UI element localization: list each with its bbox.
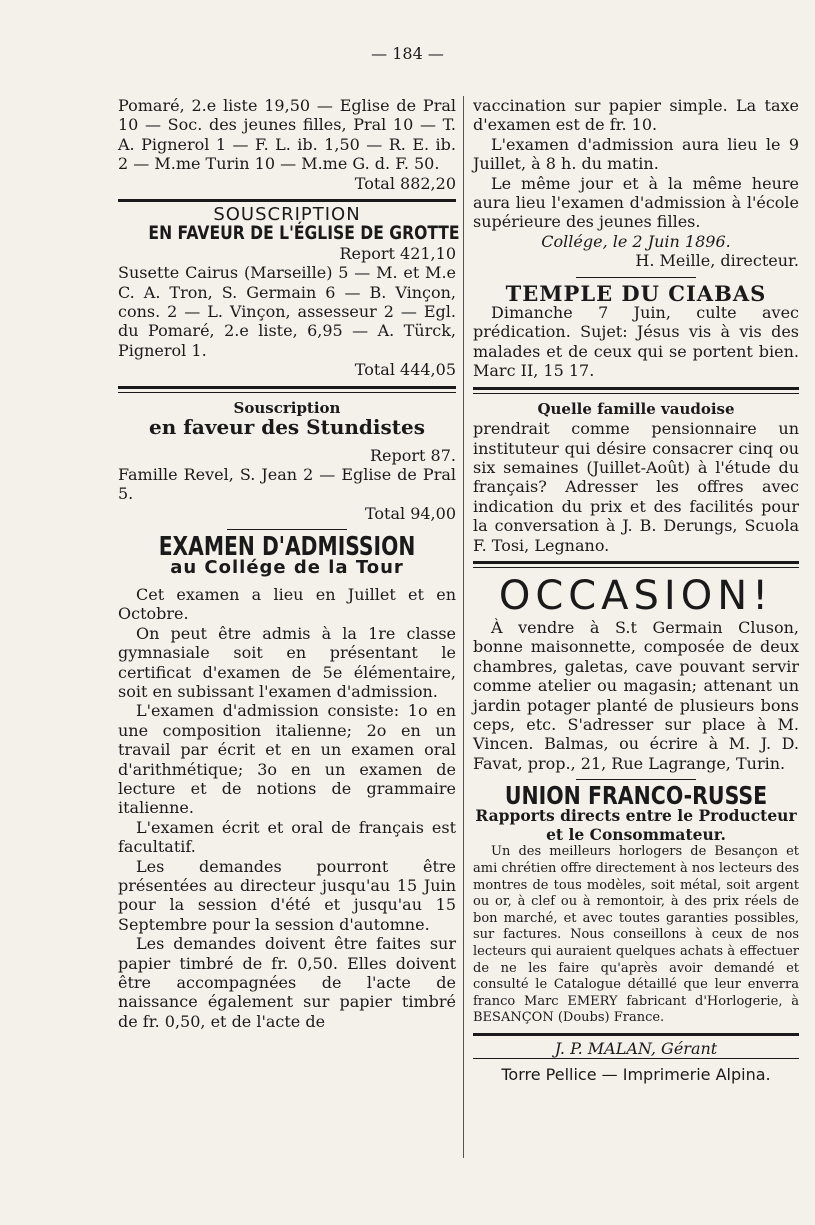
temple-title: TEMPLE DU CIABAS [505, 280, 767, 306]
left-column [118, 96, 460, 1031]
occasion-body: À vendre à S.t Germain Cluson, bonne maisonnette, composée de deux chambres, galetas, cave pouvant servir comme atelier ou magasin; attenant un jardin potager planté de plusieurs bons ceps, etc. S'adresser sur place à M. Vincen. Balmas, ou écrire à M. J. D. Favat, prop., 21, Rue Lagrange, Turin. [473, 617, 799, 773]
divider [576, 277, 696, 278]
examen-paragraph: Les demandes doivent être faites sur papier timbré de fr. 0,50. Elles doivent être accompagnées de l'acte de naissance également sur papier timbré de fr. 0,50, et de l'acte de [118, 934, 456, 1031]
divider [473, 561, 799, 564]
examen-signature: H. Meille, directeur. [635, 251, 799, 271]
divider [118, 199, 456, 202]
page-number: — 184 — [371, 44, 444, 63]
union-title: UNION FRANCO-RUSSE [504, 781, 768, 811]
union-body: Un des meilleurs horlogers de Besançon et ami chrétien offre directement à nos lecteurs des montres de tous modèles, soit métal, soit argent ou or, à clef ou à remontoir, à des prix réels de bon marché, et avec toutes garanties possibles, sur factures. Nous conseillons à ceux de nos lecteurs qui auraient quelques achats à effectuer de ne les faire qu'après avoir demandé et consulté le Catalogue détaillé que leur enverra franco Marc EMERY fabricant d'Horlogerie, à BESANÇON (Doubs) France. [473, 844, 799, 1026]
examen-subtitle: au Collége de la Tour [170, 556, 404, 578]
famille-title: Quelle famille vaudoise [537, 399, 735, 418]
examen-paragraph: On peut être admis à la 1re classe gymnasiale soit en présentant le certificat d'examen de 5e élémentaire, soit en subissant l'examen d'admission. [118, 623, 456, 701]
famille-body: prendrait comme pensionnaire un instituteur qui désire consacrer cinq ou six semaines (Juillet-Août) à l'étude du français? Adresser les offres avec indication du prix et des facilités pour la conversation à J. B. Derungs, Scuola F. Tosi, Legnano. [473, 419, 799, 555]
souscription-stundistes-total: Total 94,00 [364, 503, 456, 523]
intro-list: Pomaré, 2.e liste 19,50 — Eglise de Pral 10 — Soc. des jeunes filles, Pral 10 — T. A. Pignerol 1 — F. L. ib. 1,50 — R. E. ib. 2 — M.me Turin 10 — M.me G. d. F. 50. [118, 96, 456, 174]
souscription-grotte-total: Total 444,05 [354, 360, 456, 380]
divider [227, 529, 347, 530]
union-subtitle: Rapports directs entre le Producteur et le Consommateur. [475, 805, 797, 844]
divider [473, 393, 799, 394]
souscription-grotte-report: Report 421,10 [339, 243, 456, 263]
gerant-signature: J. P. MALAN, Gérant [554, 1038, 718, 1058]
right-column [473, 96, 799, 1085]
divider [576, 779, 696, 780]
souscription-stundistes-report: Report 87. [370, 445, 456, 465]
examen-paragraph: Cet examen a lieu en Juillet et en Octobre. [118, 584, 456, 624]
souscription-grotte-subtitle: EN FAVEUR DE L'ÉGLISE DE GROTTE [148, 222, 460, 245]
souscription-stundistes-subtitle: en faveur des Stundistes [149, 415, 425, 440]
divider [473, 387, 799, 390]
divider [473, 1058, 799, 1059]
divider [473, 1033, 799, 1036]
souscription-stundistes-title: Souscription [233, 398, 341, 417]
examen-paragraph: L'examen d'admission consiste: 1o en une composition italienne; 2o en un travail par écrit et en un examen oral d'arithmétique; 3o en un examen de lecture et de notions de grammaire italienne. [118, 701, 456, 818]
souscription-grotte-body: Susette Cairus (Marseille) 5 — M. et M.e C. A. Tron, S. Germain 6 — B. Vinçon, cons. 2 — L. Vinçon, assesseur 2 — Egl. du Pomaré, 2.e liste, 6,95 — A. Türck, Pignerol 1. [118, 263, 456, 360]
divider [473, 567, 799, 568]
examen-continued: L'examen d'admission aura lieu le 9 Juillet, à 8 h. du matin. [473, 134, 799, 174]
divider [118, 386, 456, 389]
souscription-stundistes-body: Famille Revel, S. Jean 2 — Eglise de Pral 5. [118, 464, 456, 504]
examen-paragraph: Les demandes pourront être présentées au directeur jusqu'au 15 Juin pour la session d'été et jusqu'au 15 Septembre pour la session d'automne. [118, 856, 456, 934]
intro-total: Total 882,20 [354, 173, 456, 193]
souscription-grotte-title: SOUSCRIPTION [213, 204, 361, 226]
divider [118, 392, 456, 393]
temple-body: Dimanche 7 Juin, culte avec prédication. Sujet: Jésus vis à vis des malades et de ceux qui se portent bien. Marc II, 15 17. [473, 303, 799, 381]
examen-date: Collége, le 2 Juin 1896. [541, 231, 731, 251]
imprimerie: Torre Pellice — Imprimerie Alpina. [501, 1065, 771, 1085]
examen-paragraph: L'examen écrit et oral de français est facultatif. [118, 817, 456, 857]
examen-title: EXAMEN D'ADMISSION [158, 532, 416, 563]
occasion-title: OCCASION! [498, 572, 774, 619]
examen-continued: Le même jour et à la même heure aura lieu l'examen d'admission à l'école supérieure des jeunes filles. [473, 173, 799, 232]
column-divider [463, 96, 464, 1158]
examen-continued: vaccination sur papier simple. La taxe d'examen est de fr. 10. [473, 96, 799, 135]
